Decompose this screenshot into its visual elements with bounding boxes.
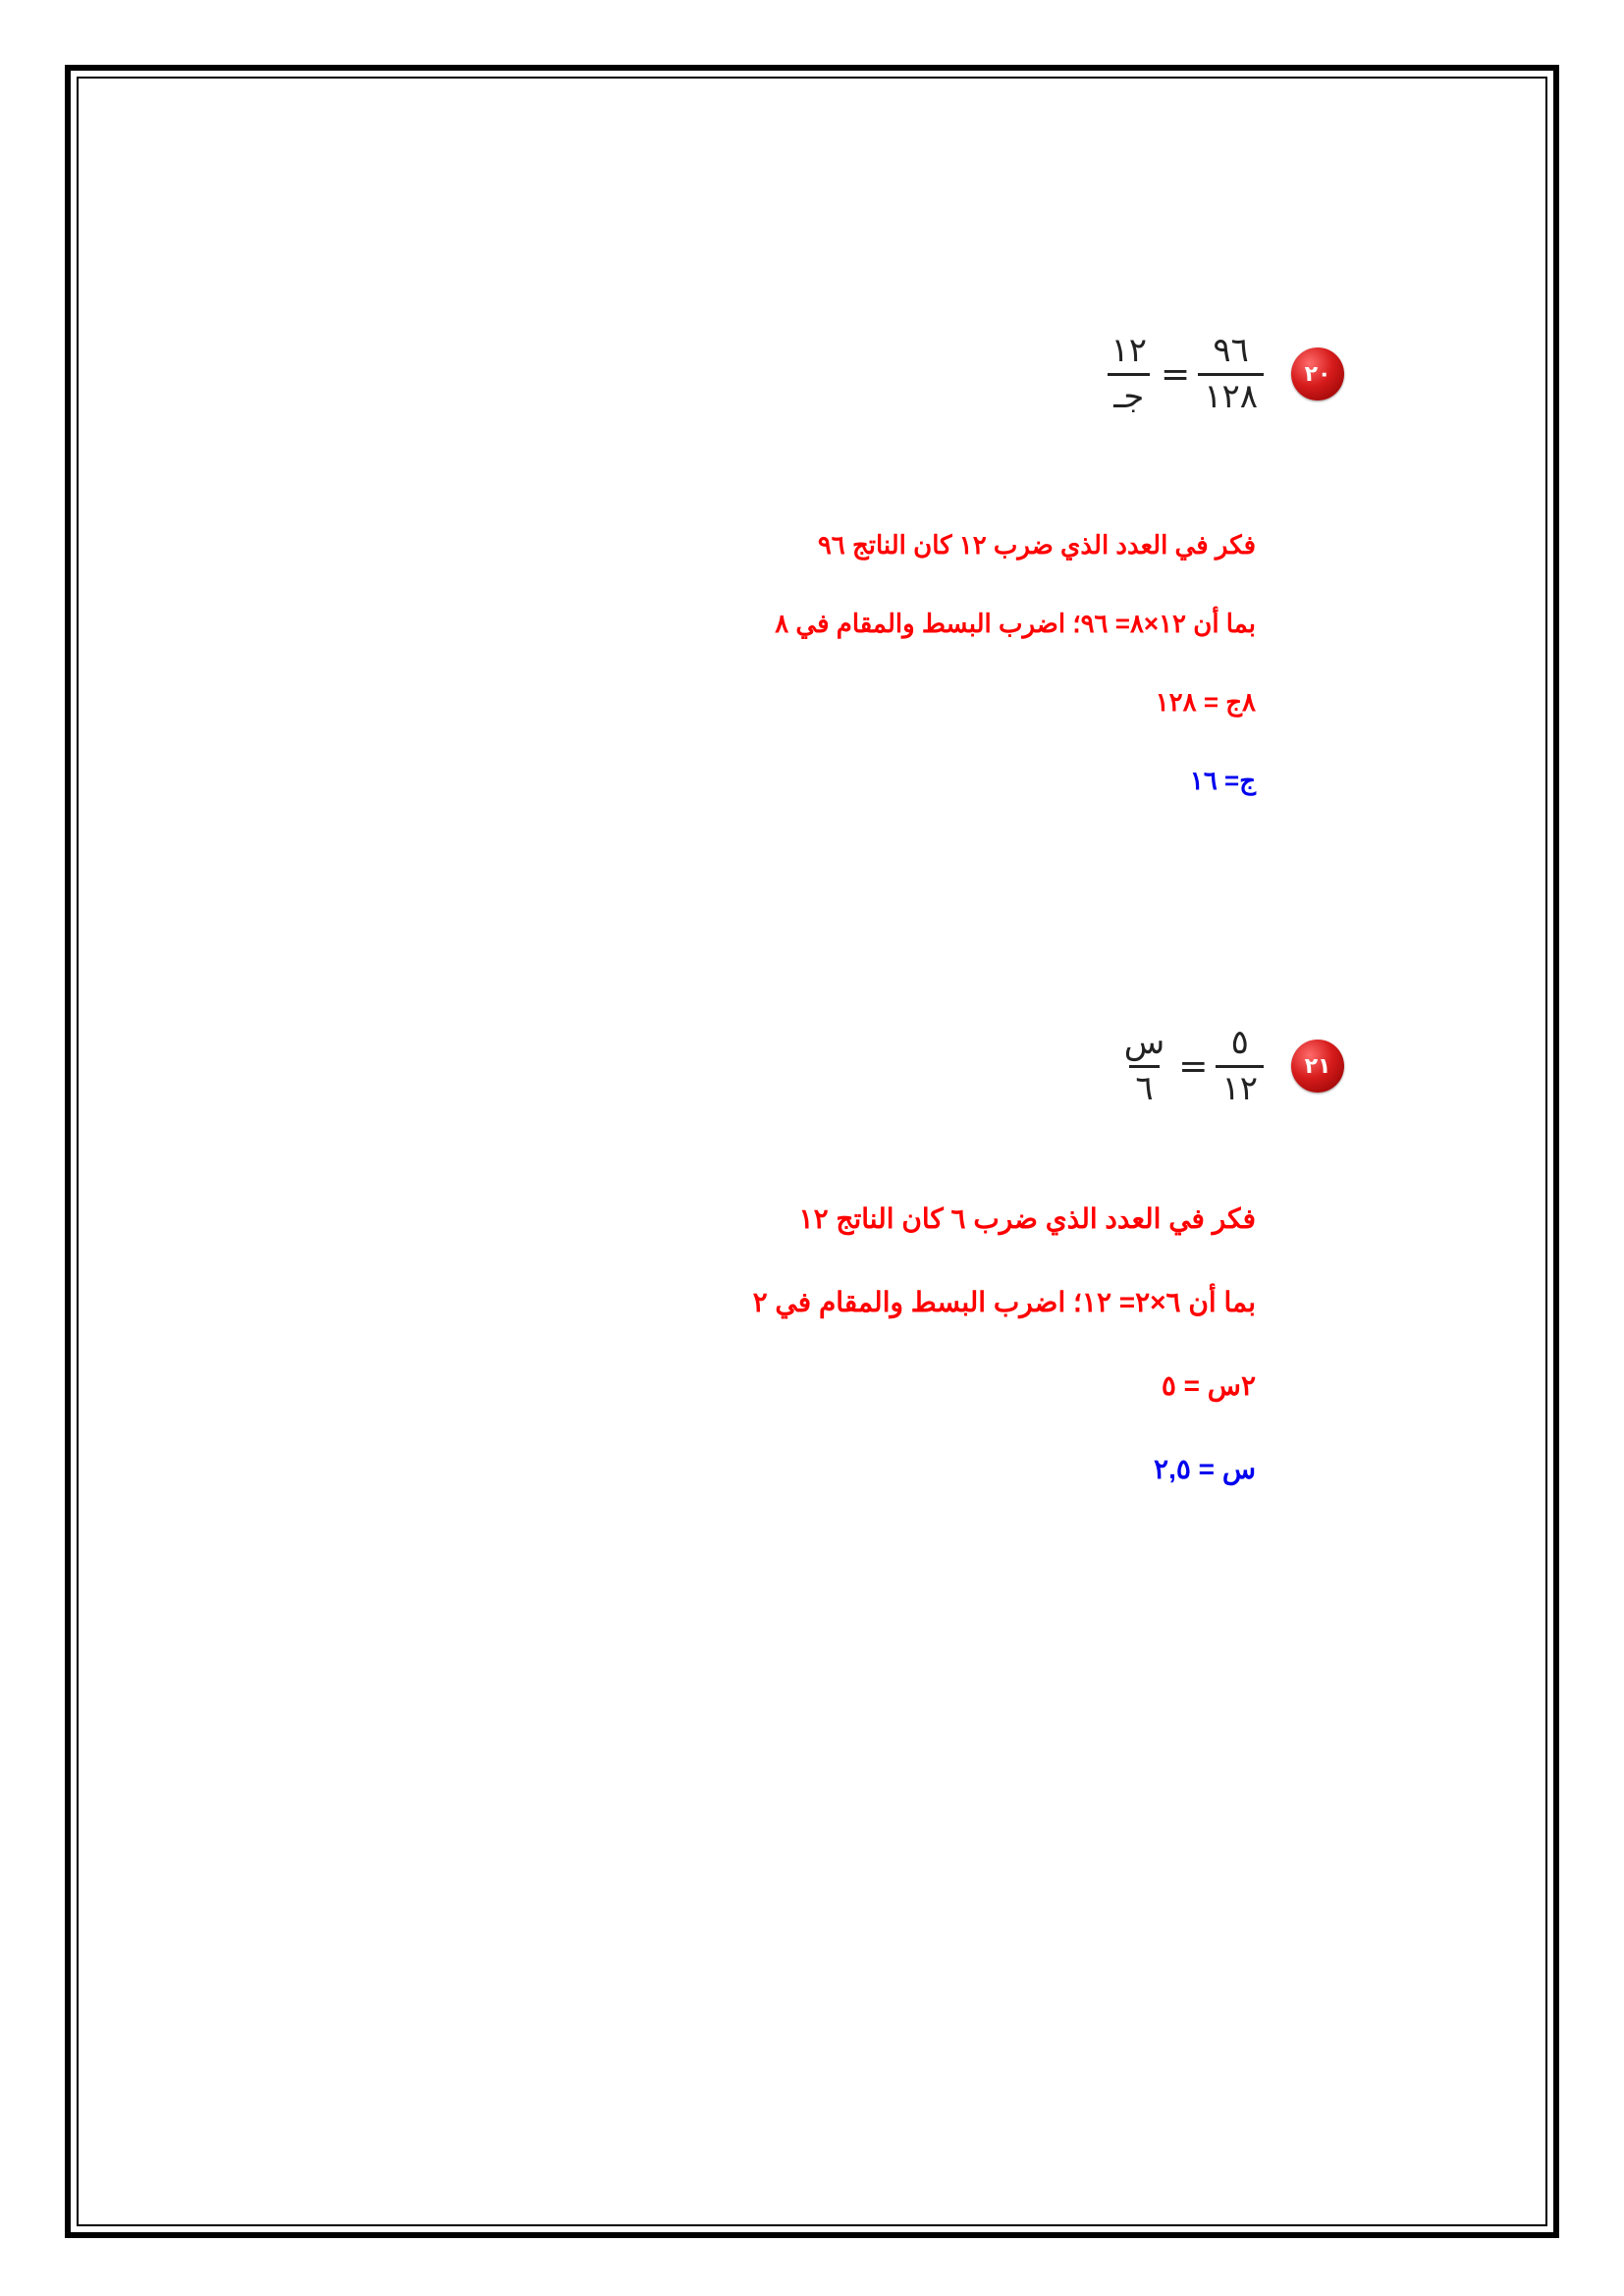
fraction-right — [1118, 1023, 1171, 1108]
solution-answer: س = ٢,٥ — [1154, 1454, 1256, 1484]
problem-number-badge: ٢١ — [1291, 1040, 1344, 1093]
problem-21-solution — [372, 1202, 1256, 1536]
proportion-equation — [1106, 331, 1265, 416]
solution-line: ٨ج = ١٢٨ — [1155, 687, 1256, 717]
numerator: ٩٦ — [1213, 331, 1249, 370]
problem-number-badge: ٢٠ — [1291, 347, 1344, 400]
fraction-left — [1216, 1023, 1264, 1108]
solution-line: فكر في العدد الذي ضرب ١٢ كان الناتج ٩٦ — [817, 530, 1256, 560]
problem-20-solution — [372, 530, 1256, 844]
problem-20-header — [1106, 331, 1345, 416]
equals-sign: = — [1178, 1045, 1209, 1087]
numerator: ١٢ — [1110, 331, 1148, 370]
solution-line: بما أن ٦×٢= ١٢؛ اضرب البسط والمقام في ٢ — [752, 1287, 1256, 1317]
problem-21-header — [1118, 1023, 1344, 1108]
solution-line: بما أن ١٢×٨= ٩٦؛ اضرب البسط والمقام في ٨ — [775, 609, 1256, 638]
fraction-right — [1106, 331, 1154, 416]
denominator: ١٢ — [1216, 1065, 1264, 1107]
numerator: س — [1123, 1023, 1165, 1062]
solution-answer: ج= ١٦ — [1189, 766, 1256, 795]
fraction-left — [1198, 331, 1264, 416]
solution-line: ٢س = ٥ — [1161, 1370, 1256, 1401]
denominator: جـ — [1108, 373, 1150, 415]
equals-sign: = — [1161, 353, 1191, 395]
proportion-equation — [1118, 1023, 1264, 1108]
denominator: ٦ — [1129, 1065, 1159, 1107]
numerator: ٥ — [1230, 1023, 1249, 1062]
solution-line: فكر في العدد الذي ضرب ٦ كان الناتج ١٢ — [798, 1203, 1256, 1234]
denominator: ١٢٨ — [1198, 373, 1264, 415]
